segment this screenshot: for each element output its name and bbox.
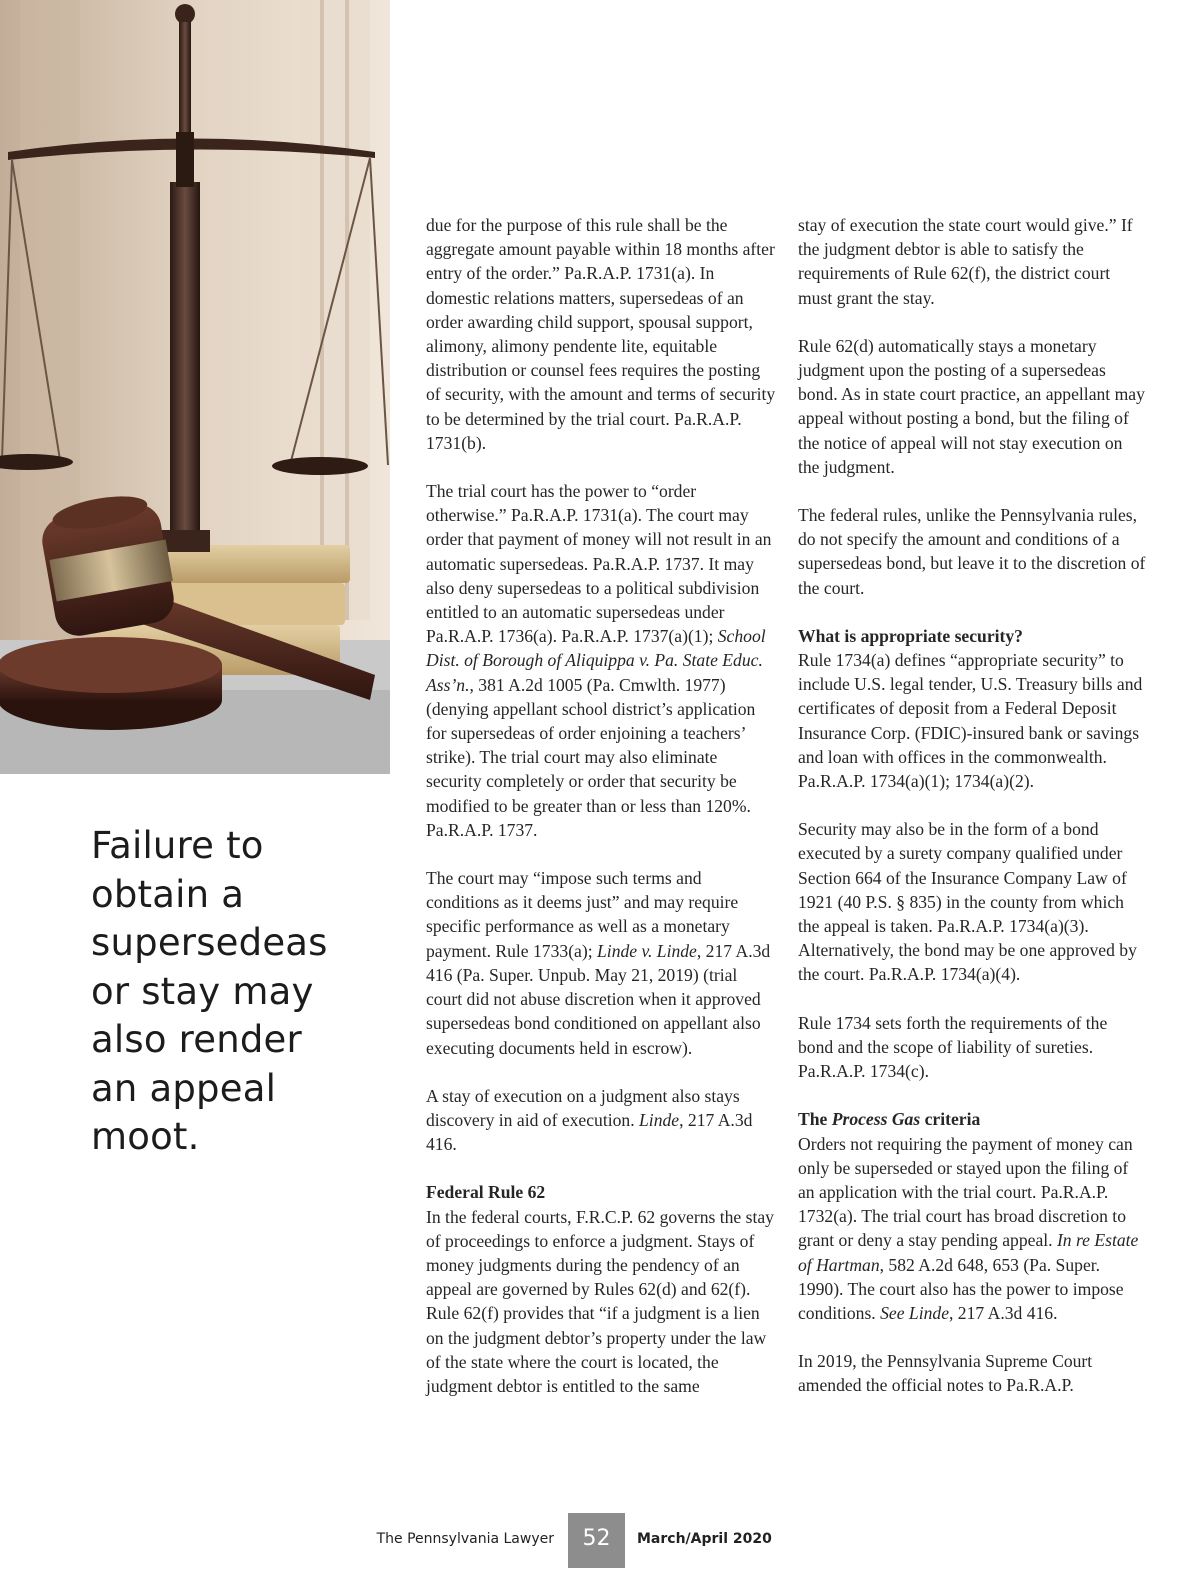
paragraph: Rule 62(d) automatically stays a monetary judgment upon the posting of a supersedeas bond. As in state court practice, an appellant may appeal without posting a bond, but the filing of the notice of appeal will not stay execution on the judgment. <box>798 335 1145 477</box>
case-citation: School Dist. of Borough of Aliquippa v. Pa. State Educ. Ass’n. <box>426 626 766 695</box>
scales-gavel-photo <box>0 0 390 774</box>
paragraph: The federal rules, unlike the Pennsylvania rules, do not specify the amount and conditions of a supersedeas bond, but leave it to the discretion of the court. <box>798 505 1146 598</box>
article-column-2 <box>798 213 1146 1422</box>
paragraph: The trial court has the power to “order otherwise.” Pa.R.A.P. 1731(a). The court may order that payment of money will not result in an automatic supersedeas. Pa.R.A.P. 1737. It may also deny supersedeas to a political subdivision entitled to an automatic supersedeas under Pa.R.A.P. 1736(a). Pa.R.A.P. 1737(a)(1); School Dist. of Borough of Aliquippa v. Pa. State Educ. Ass’n., 381 A.2d 1005 (Pa. Cmwlth. 1977) (denying appellant school district’s application for supersedeas of order enjoining a teachers’ strike). The trial court may also eliminate security completely or order that security be modified to be greater than or less than 120%. Pa.R.A.P. 1737. <box>426 481 772 840</box>
paragraph: due for the purpose of this rule shall be the aggregate amount payable within 18 months after entry of the order.” Pa.R.A.P. 1731(a). In domestic relations matters, supersedeas of an order awarding child support, spousal support, alimony, alimony pendente lite, equitable distribution or counsel fees requires the posting of security, with the amount and terms of security to be determined by the trial court. Pa.R.A.P. 1731(b). <box>426 215 776 453</box>
publication-name: The Pennsylvania Lawyer <box>376 1531 554 1547</box>
article-column-1 <box>426 213 776 1422</box>
paragraph: In 2019, the Pennsylvania Supreme Court amended the official notes to Pa.R.A.P. <box>798 1351 1093 1396</box>
paragraph: In the federal courts, F.R.C.P. 62 governs the stay of proceedings to enforce a judgment. Stays of money judgments during the pendency of an appeal are governed by Rules 62(d) and 62(f). Rule 62(f) provides that “if a judgment is a lien on the judgment debtor’s property under the law of the state where the court is located, the judgment debtor is entitled to the same <box>426 1206 774 1396</box>
section-heading-appropriate-security: What is appropriate security? <box>798 625 1023 646</box>
section-heading-federal-rule-62: Federal Rule 62 <box>426 1182 546 1203</box>
section <box>798 624 1146 793</box>
section-heading-process-gas: The Process Gas criteria <box>798 1109 981 1130</box>
case-citation: See Linde <box>880 1302 949 1323</box>
paragraph: Rule 1734(a) defines “appropriate security” to include U.S. legal tender, U.S. Treasury bills and certificates of deposit from a Federal Deposit Insurance Corp. (FDIC)-insured bank or savings and loan with offices in the commonwealth. Pa.R.A.P. 1734(a)(1); 1734(a)(2). <box>798 650 1143 792</box>
paragraph: Security may also be in the form of a bond executed by a surety company qualified under Section 664 of the Insurance Company Law of 1921 (40 P.S. § 835) in the county from which the appeal is taken. Pa.R.A.P. 1734(a)(3). Alternatively, the bond may be one approved by the court. Pa.R.A.P. 1734(a)(4). <box>798 819 1137 985</box>
page-footer <box>0 1513 1200 1568</box>
page-number: 52 <box>568 1513 625 1568</box>
paragraph: stay of execution the state court would give.” If the judgment debtor is able to satisfy the requirements of Rule 62(f), the district court must grant the stay. <box>798 215 1133 308</box>
paragraph: Rule 1734 sets forth the requirements of the bond and the scope of liability of sureties. Pa.R.A.P. 1734(c). <box>798 1012 1108 1082</box>
paragraph: Orders not requiring the payment of money can only be superseded or stayed upon the filing of an application with the trial court. Pa.R.A.P. 1732(a). The trial court has broad discretion to grant or deny a stay pending appeal. In re Estate of Hartman, 582 A.2d 648, 653 (Pa. Super. 1990). The court also has the power to impose conditions. See Linde, 217 A.3d 416. <box>798 1133 1139 1323</box>
case-citation: Linde v. Linde <box>597 940 697 961</box>
issue-date: March/April 2020 <box>637 1531 772 1547</box>
section <box>798 1107 1146 1325</box>
paragraph: A stay of execution on a judgment also stays discovery in aid of execution. Linde, 217 A.3d 416. <box>426 1085 753 1155</box>
case-citation: In re Estate of Hartman <box>798 1230 1139 1275</box>
case-citation: Linde <box>639 1109 680 1130</box>
scales-of-justice-illustration <box>0 0 390 774</box>
section <box>426 1180 776 1398</box>
pull-quote: Failure to obtain a supersedeas or stay may also render an appeal moot. <box>91 824 328 1158</box>
paragraph: The court may “impose such terms and conditions as it deems just” and may require specific performance as well as a monetary payment. Rule 1733(a); Linde v. Linde, 217 A.3d 416 (Pa. Super. Unpub. May 21, 2019) (trial court did not abuse discretion when it approved supersedeas bond conditioned on appellant also executing documents held in escrow). <box>426 868 771 1058</box>
